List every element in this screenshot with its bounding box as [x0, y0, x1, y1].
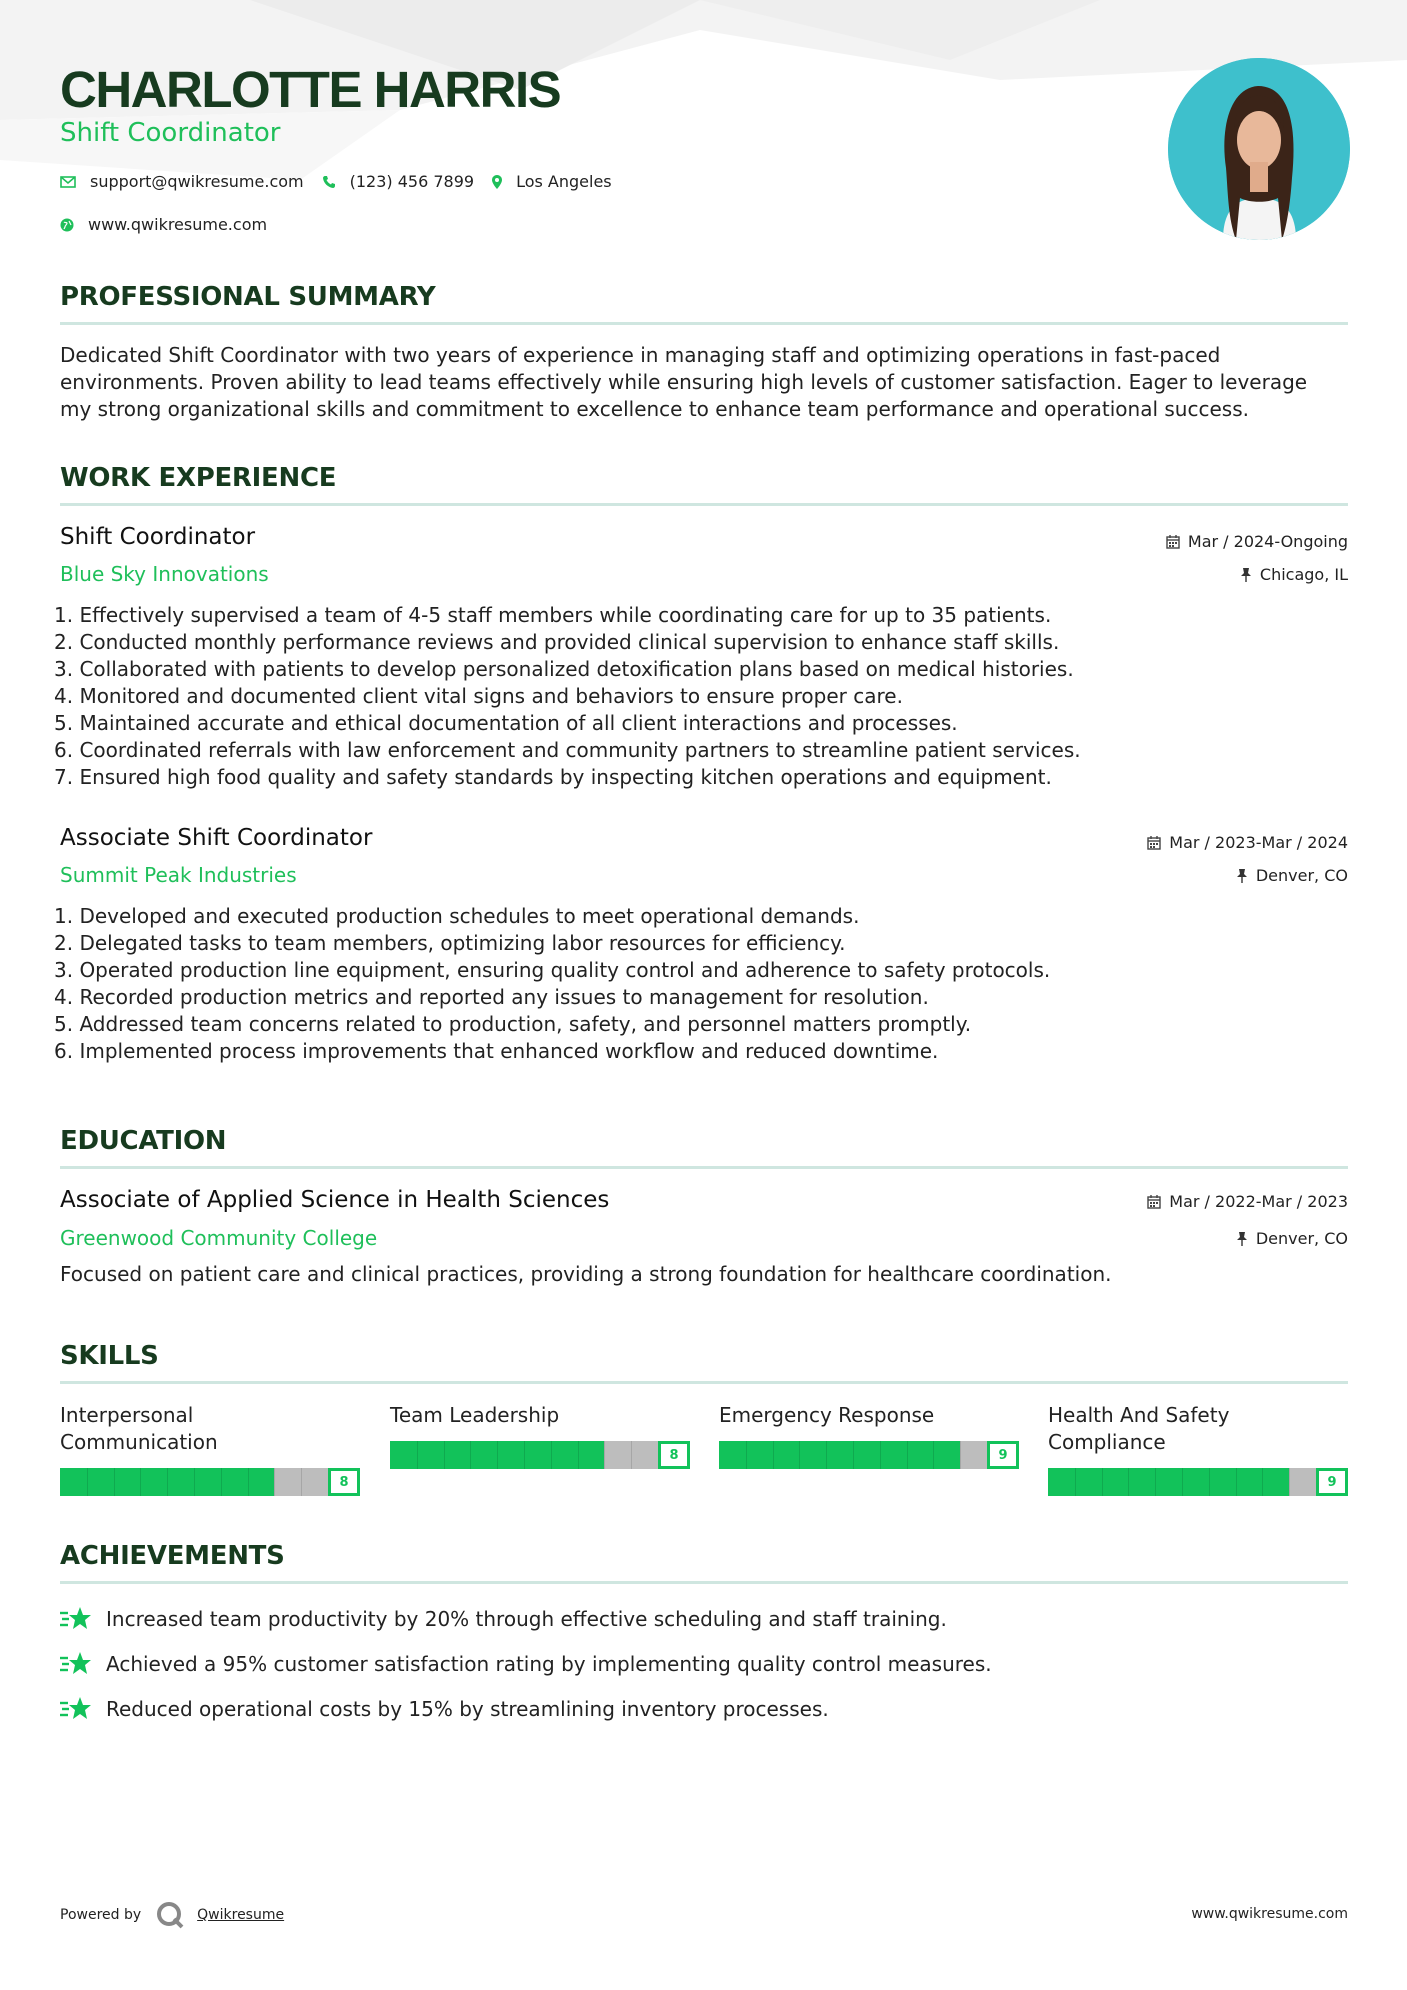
skill-name-line: Communication	[60, 1430, 218, 1454]
skill-bar-segment	[114, 1468, 115, 1496]
achievement-text: Reduced operational costs by 15% by streamlining inventory processes.	[106, 1697, 829, 1721]
list-item: 6. Coordinated referrals with law enforcement and community partners to streamline patient services.	[54, 738, 1081, 762]
skill-bar-segment	[578, 1441, 579, 1469]
skill-bar-segment	[444, 1441, 445, 1469]
skill-bar-segment	[604, 1441, 605, 1469]
skill-score: 8	[328, 1468, 360, 1496]
skill-bar-segment	[470, 1441, 471, 1469]
job-location	[1240, 565, 1348, 584]
summary-line: Dedicated Shift Coordinator with two years of experience in managing staff and optimizing operations in fast-paced	[60, 343, 1221, 367]
skill-name	[60, 1402, 360, 1456]
job-location-text: Chicago, IL	[1259, 565, 1348, 584]
skill-bar	[719, 1441, 1019, 1469]
job-company: Blue Sky Innovations	[60, 562, 269, 586]
skill-bar	[60, 1468, 360, 1496]
job-location	[1236, 866, 1348, 885]
map-pin-icon	[492, 175, 502, 189]
list-item: 6. Implemented process improvements that enhanced workflow and reduced downtime.	[54, 1039, 939, 1063]
job-bullets	[54, 903, 1354, 1065]
location-text: Los Angeles	[516, 172, 612, 191]
skill-bar-segment	[417, 1441, 418, 1469]
job-location-text: Denver, CO	[1255, 866, 1348, 885]
list-item: 5. Maintained accurate and ethical documentation of all client interactions and processes.	[54, 711, 958, 735]
job-bullets	[54, 602, 1354, 791]
list-item: 3. Collaborated with patients to develop personalized detoxification plans based on medical histories.	[54, 657, 1074, 681]
footer-brand-link[interactable]: Qwikresume	[197, 1907, 285, 1923]
skill-name-line: Emergency Response	[719, 1403, 935, 1427]
skill-bar-segment	[1075, 1468, 1076, 1496]
education-degree: Associate of Applied Science in Health Sciences	[60, 1187, 610, 1213]
contact-phone[interactable]	[322, 172, 474, 191]
profile-photo	[1168, 58, 1350, 240]
skill-bar-segment	[799, 1441, 800, 1469]
education-dates-text: Mar / 2022-Mar / 2023	[1169, 1192, 1348, 1211]
email-text: support@qwikresume.com	[90, 172, 304, 191]
phone-text: (123) 456 7899	[349, 172, 475, 191]
section-title-achievements: ACHIEVEMENTS	[60, 1541, 285, 1571]
pushpin-icon	[1236, 1232, 1248, 1246]
contact-location	[492, 172, 612, 191]
candidate-role: Shift Coordinator	[60, 118, 281, 148]
skill-bar-segment	[551, 1441, 552, 1469]
skill-bar-segment	[301, 1468, 302, 1496]
skill-bar-segment	[221, 1468, 222, 1496]
skill-item	[1048, 1402, 1348, 1490]
education-description: Focused on patient care and clinical practices, providing a strong foundation for healthcare coordination.	[60, 1262, 1112, 1286]
list-item: 7. Ensured high food quality and safety standards by inspecting kitchen operations and equipment.	[54, 765, 1052, 789]
calendar-icon	[1147, 1195, 1161, 1209]
summary-line: my strong organizational skills and commitment to excellence to enhance team performance and operational success.	[60, 397, 1249, 421]
calendar-icon	[1147, 836, 1161, 850]
job-dates	[1166, 532, 1348, 551]
job-dates-text: Mar / 2024-Ongoing	[1187, 532, 1348, 551]
skill-bar-segment	[248, 1468, 249, 1496]
globe-icon	[60, 218, 74, 232]
skill-score: 9	[987, 1441, 1019, 1469]
phone-icon	[322, 175, 336, 189]
skill-bar-segment	[1182, 1468, 1183, 1496]
skill-bar-track	[60, 1468, 328, 1496]
skill-name-line: Health And Safety	[1048, 1403, 1230, 1427]
skill-name	[1048, 1402, 1348, 1456]
skill-score: 9	[1316, 1468, 1348, 1496]
footer-powered-by	[60, 1900, 284, 1930]
pushpin-icon	[1240, 568, 1252, 582]
star-icon	[60, 1696, 92, 1722]
skill-bar-track	[390, 1441, 658, 1469]
skill-bar-segment	[1289, 1468, 1290, 1496]
skill-bar-segment	[880, 1441, 881, 1469]
section-title-summary: PROFESSIONAL SUMMARY	[60, 282, 436, 312]
skill-bar	[1048, 1468, 1348, 1496]
skill-bar-segment	[167, 1468, 168, 1496]
skill-name-line: Compliance	[1048, 1430, 1166, 1454]
footer-website-link[interactable]: www.qwikresume.com	[1191, 1906, 1348, 1922]
skill-bar	[390, 1441, 690, 1469]
skill-item	[719, 1402, 1019, 1463]
list-item: 3. Operated production line equipment, ensuring quality control and adherence to safety protocols.	[54, 958, 1051, 982]
achievement-text: Achieved a 95% customer satisfaction rating by implementing quality control measures.	[106, 1652, 992, 1676]
skill-bar-segment	[1128, 1468, 1129, 1496]
section-divider	[60, 1381, 1348, 1384]
skill-bar-segment	[826, 1441, 827, 1469]
education-location-text: Denver, CO	[1255, 1229, 1348, 1248]
skill-bar-fill	[719, 1441, 960, 1469]
list-item: 2. Delegated tasks to team members, optimizing labor resources for efficiency.	[54, 931, 846, 955]
skill-bar-segment	[87, 1468, 88, 1496]
list-item: 4. Monitored and documented client vital signs and behaviors to ensure proper care.	[54, 684, 903, 708]
candidate-name: CHARLOTTE HARRIS	[60, 61, 561, 118]
skill-bar-track	[1048, 1468, 1316, 1496]
skill-name-line: Team Leadership	[390, 1403, 560, 1427]
skill-bar-segment	[907, 1441, 908, 1469]
education-school: Greenwood Community College	[60, 1226, 378, 1250]
skill-item	[60, 1402, 360, 1490]
skill-bar-segment	[140, 1468, 141, 1496]
pushpin-icon	[1236, 869, 1248, 883]
list-item: 1. Effectively supervised a team of 4-5 staff members while coordinating care for up to 35 patients.	[54, 603, 1052, 627]
achievement-text: Increased team productivity by 20% through effective scheduling and staff training.	[106, 1607, 947, 1631]
job-dates	[1147, 833, 1348, 852]
contact-row-website	[60, 215, 285, 234]
calendar-icon	[1166, 535, 1180, 549]
skill-item	[390, 1402, 690, 1463]
job-company: Summit Peak Industries	[60, 863, 297, 887]
skill-score: 8	[658, 1441, 690, 1469]
contact-email[interactable]	[60, 172, 304, 191]
section-divider	[60, 503, 1348, 506]
skill-bar-segment	[631, 1441, 632, 1469]
skill-bar-segment	[194, 1468, 195, 1496]
education-dates	[1147, 1192, 1348, 1211]
website-text: www.qwikresume.com	[88, 215, 268, 234]
skill-bar-segment	[746, 1441, 747, 1469]
skill-bar-segment	[1102, 1468, 1103, 1496]
skill-bar-segment	[853, 1441, 854, 1469]
qwikresume-logo-icon	[155, 1900, 185, 1930]
skill-bar-segment	[497, 1441, 498, 1469]
achievement-item	[60, 1696, 829, 1722]
skill-bar-fill	[1048, 1468, 1289, 1496]
section-divider	[60, 1581, 1348, 1584]
section-title-education: EDUCATION	[60, 1126, 227, 1156]
skill-bar-segment	[1209, 1468, 1210, 1496]
skill-bar-segment	[524, 1441, 525, 1469]
summary-text	[60, 342, 1350, 423]
skill-name	[390, 1402, 690, 1429]
list-item: 1. Developed and executed production schedules to meet operational demands.	[54, 904, 860, 928]
contact-row	[60, 172, 630, 191]
skill-bar-segment	[1155, 1468, 1156, 1496]
skill-bar-segment	[274, 1468, 275, 1496]
skill-bar-track	[719, 1441, 987, 1469]
skill-name	[719, 1402, 1019, 1429]
star-icon	[60, 1606, 92, 1632]
powered-by-label: Powered by	[60, 1907, 142, 1923]
job-title: Shift Coordinator	[60, 524, 256, 550]
contact-website[interactable]	[60, 215, 267, 234]
achievement-item	[60, 1651, 992, 1677]
skill-bar-segment	[773, 1441, 774, 1469]
list-item: 4. Recorded production metrics and reported any issues to management for resolution.	[54, 985, 929, 1009]
skill-bar-segment	[1262, 1468, 1263, 1496]
education-location	[1236, 1229, 1348, 1248]
achievement-item	[60, 1606, 947, 1632]
job-title: Associate Shift Coordinator	[60, 825, 373, 851]
email-icon	[60, 176, 76, 188]
section-title-experience: WORK EXPERIENCE	[60, 463, 337, 493]
list-item: 2. Conducted monthly performance reviews and provided clinical supervision to enhance staff skills.	[54, 630, 1060, 654]
list-item: 5. Addressed team concerns related to production, safety, and personnel matters promptly.	[54, 1012, 972, 1036]
summary-line: environments. Proven ability to lead teams effectively while ensuring high levels of customer satisfaction. Eager to leverage	[60, 370, 1308, 394]
section-divider	[60, 1166, 1348, 1169]
skill-bar-segment	[933, 1441, 934, 1469]
section-title-skills: SKILLS	[60, 1341, 159, 1371]
skill-name-line: Interpersonal	[60, 1403, 194, 1427]
section-divider	[60, 322, 1348, 325]
job-dates-text: Mar / 2023-Mar / 2024	[1169, 833, 1348, 852]
skill-bar-segment	[960, 1441, 961, 1469]
skill-bar-segment	[1236, 1468, 1237, 1496]
star-icon	[60, 1651, 92, 1677]
